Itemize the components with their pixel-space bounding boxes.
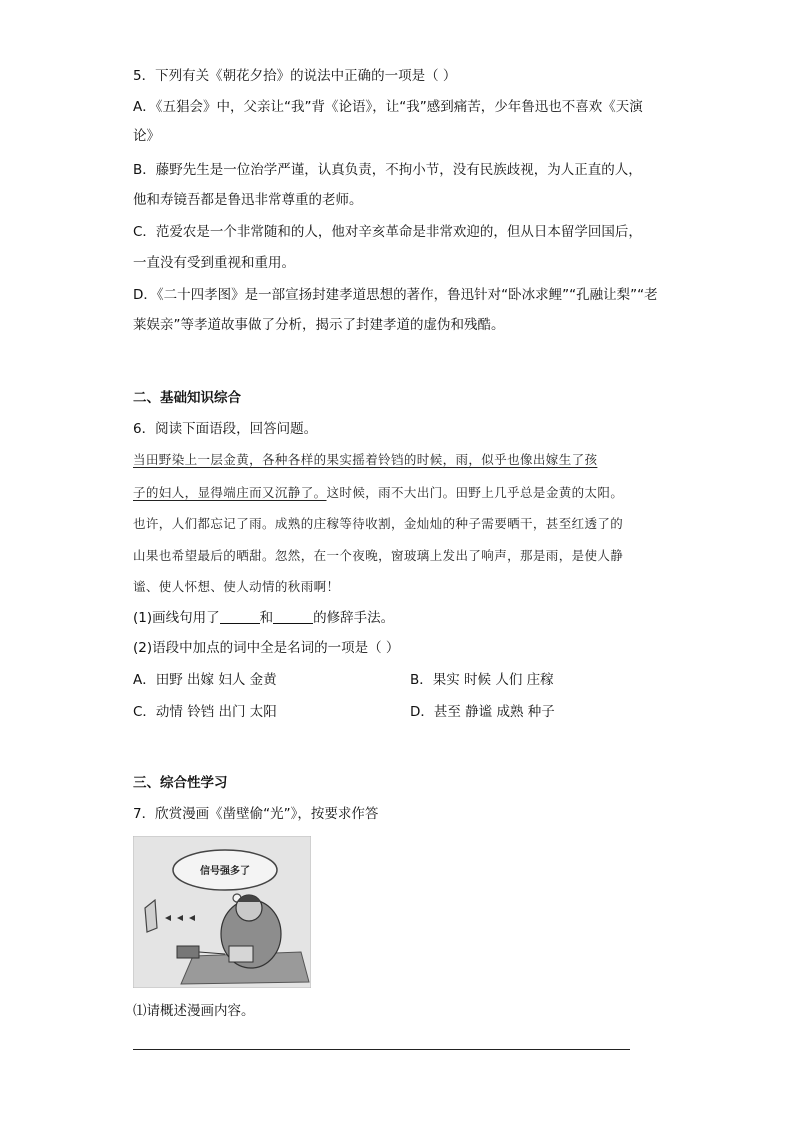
q6-sub1-suffix: 的修辞手法。: [313, 610, 395, 626]
comic-illustration: [133, 836, 311, 988]
q6-option-c: C．动情 铃铛 出门 太阳: [133, 704, 277, 720]
q6-option-a: A．田野 出嫁 妇人 金黄: [133, 672, 277, 688]
q5-option-b-line2: 他和寿镜吾都是鲁迅非常尊重的老师。: [133, 192, 363, 208]
q5-option-d-line1: D．《二十四孝图》是一部宣扬封建孝道思想的著作，鲁迅针对“卧冰求鲤”“孔融让梨”“老: [133, 287, 658, 303]
q7-stem: 7．欣赏漫画《凿壁偷“光”》，按要求作答: [133, 806, 379, 822]
q6-stem: 6．阅读下面语段，回答问题。: [133, 421, 318, 437]
q7-sub1: ⑴请概述漫画内容。: [133, 1003, 255, 1019]
q6-sub1: [133, 608, 394, 628]
passage-line-2-underlined: 子的妇人，显得端庄而又沉静了。: [133, 485, 327, 500]
fill-blank-1[interactable]: [220, 609, 260, 624]
q5-option-a-line2: 论》: [133, 128, 160, 144]
q5-option-c-line1: C．范爱农是一个非常随和的人，他对辛亥革命是非常欢迎的，但从日本留学回国后，: [133, 224, 642, 240]
q5-option-a-line1: A．《五猖会》中，父亲让“我”背《论语》，让“我”感到痛苦，少年鲁迅也不喜欢《天演: [133, 99, 643, 115]
q5-option-d-line2: 莱娱亲”等孝道故事做了分析，揭示了封建孝道的虚伪和残酷。: [133, 317, 505, 333]
thought-bubble-text: 信号强多了: [200, 866, 250, 877]
passage-line-3: 也许，人们都忘记了雨。成熟的庄稼等待收割，金灿灿的种子需要晒干，甚至红透了的: [133, 516, 624, 531]
router-box: [177, 946, 199, 958]
passage-line-2: [133, 483, 623, 501]
q6-option-d: D．甚至 静谧 成熟 种子: [410, 704, 555, 720]
section-heading-3: 三、综合性学习: [133, 775, 228, 791]
q6-option-b: B．果实 时候 人们 庄稼: [410, 672, 554, 688]
q6-sub1-prefix: (1)画线句用了: [133, 610, 220, 626]
passage-line-5: 谧、使人怀想、使人动情的秋雨啊！: [133, 579, 340, 594]
q6-sub1-and: 和: [259, 610, 274, 626]
q5-stem: 5．下列有关《朝花夕拾》的说法中正确的一项是（ ）: [133, 68, 457, 84]
passage-line-4: 山果也希望最后的晒甜。忽然，在一个夜晚，窗玻璃上发出了响声，那是雨，是使人静: [133, 548, 624, 563]
passage-line-1-underlined: 当田野染上一层金黄，各种各样的果实摇着铃铛的时候，雨，似乎也像出嫁生了孩: [133, 452, 598, 467]
section-heading-2: 二、基础知识综合: [133, 390, 241, 406]
q5-option-c-line2: 一直没有受到重视和重用。: [133, 255, 295, 271]
passage-line-2-rest: 这时候，雨不大出门。田野上几乎总是金黄的太阳。: [326, 485, 624, 500]
q6-sub2: (2)语段中加点的词中全是名词的一项是（ ）: [133, 640, 400, 656]
fill-blank-2[interactable]: [273, 609, 313, 624]
answer-line[interactable]: [133, 1049, 630, 1050]
q5-option-b-line1: B．藤野先生是一位治学严谨，认真负责，不拘小节，没有民族歧视，为人正直的人，: [133, 162, 642, 178]
